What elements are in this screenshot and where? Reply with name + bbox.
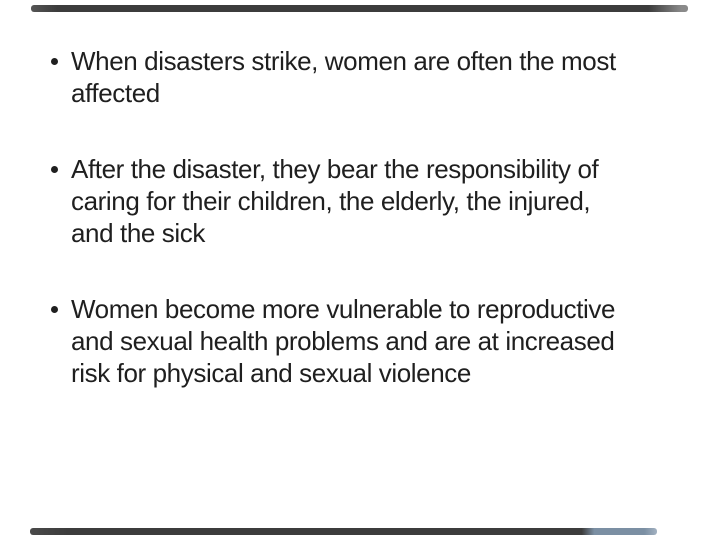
bullet-2-line-1: After the disaster, they bear the responsibility of — [71, 154, 599, 184]
bullet-item-3 — [50, 293, 680, 389]
bullet-list — [50, 45, 680, 389]
bullet-2-line-3: and the sick — [71, 218, 205, 248]
bottom-edge-scan-artifact — [30, 528, 657, 535]
bullet-dot-icon — [51, 166, 58, 173]
bullet-dot-icon — [51, 58, 58, 65]
top-edge-scan-artifact — [31, 5, 688, 12]
bullet-item-1 — [50, 45, 680, 109]
bullet-dot-icon — [51, 306, 58, 313]
bullet-2-line-2: caring for their children, the elderly, the injured, — [71, 186, 591, 216]
bullet-1-line-1: When disasters strike, women are often the most — [71, 46, 616, 76]
bullet-3-line-3: risk for physical and sexual violence — [71, 358, 471, 388]
bullet-3-line-2: and sexual health problems and are at increased — [71, 326, 615, 356]
bullet-item-2 — [50, 153, 680, 249]
bullet-3-line-1: Women become more vulnerable to reproductive — [71, 294, 616, 324]
bullet-1-line-2: affected — [71, 78, 160, 108]
